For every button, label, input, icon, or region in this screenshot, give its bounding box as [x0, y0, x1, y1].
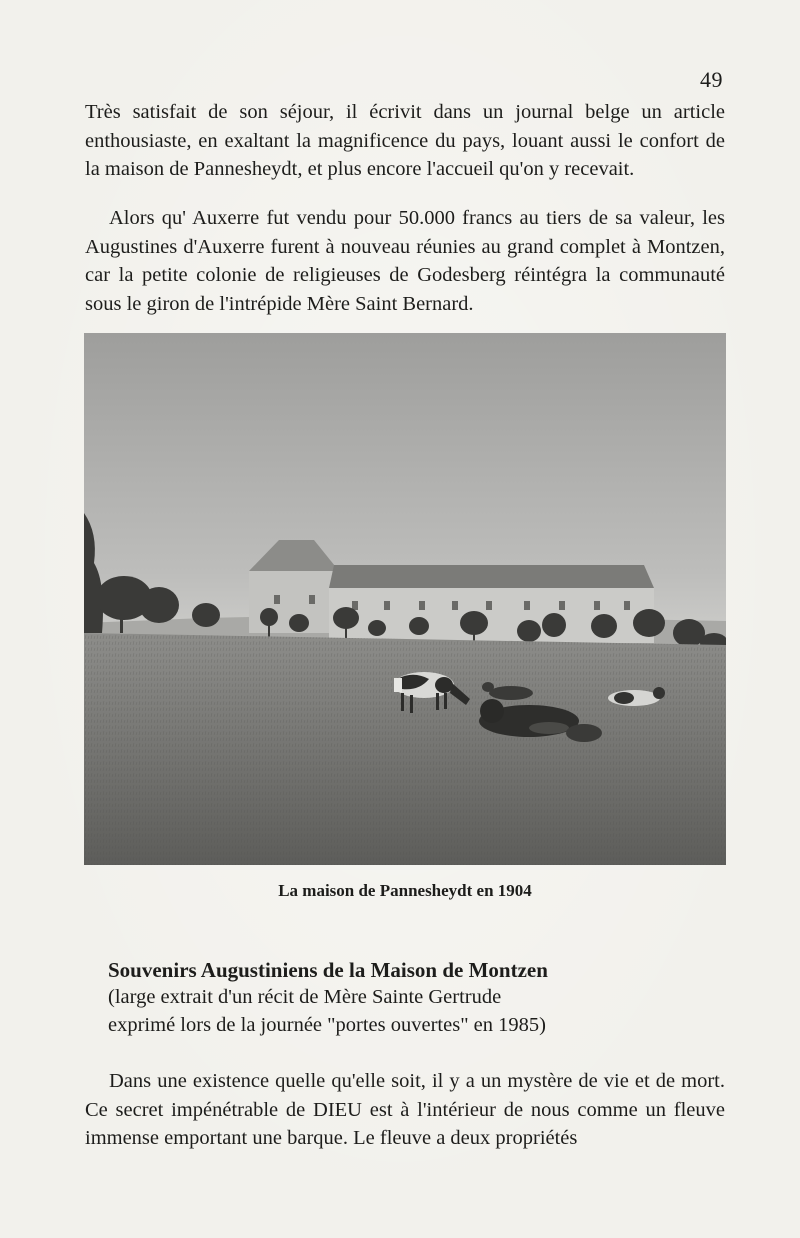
paragraph-intro: Très satisfait de son séjour, il écrivit dans un journal belge un article enthousiaste, en exaltant la magnificence du pays, louant aussi le confort de la maison de Pannesheydt, et plus encore l'accueil qu'on y recevait.	[85, 101, 725, 180]
paragraph-mystery: Dans une existence quelle qu'elle soit, il y a un mystère de vie et de mort. Ce secret impénétrable de DIEU est à l'intérieur de nous comme un fleuve immense emportant une barque. Le fleuve a deux propriétés	[85, 1070, 725, 1149]
section-heading: Souvenirs Augustiniens de la Maison de Montzen	[108, 958, 548, 982]
page-number: 49	[700, 67, 723, 92]
photo-caption: La maison de Pannesheydt en 1904	[278, 881, 532, 900]
section-subtitle-line-2: exprimé lors de la journée "portes ouvertes" en 1985)	[108, 1014, 546, 1036]
paragraph-reunion: Alors qu' Auxerre fut vendu pour 50.000 francs au tiers de sa valeur, les Augustines d'Auxerre furent à nouveau réunies au grand complet à Montzen, car la petite colonie de religieuses de Godesberg réintégra la communauté sous le giron de l'intrépide Mère Saint Bernard.	[85, 207, 725, 315]
photo-pannesheydt-house	[84, 333, 726, 865]
section-subtitle-line-1: (large extrait d'un récit de Mère Sainte Gertrude	[108, 986, 502, 1008]
